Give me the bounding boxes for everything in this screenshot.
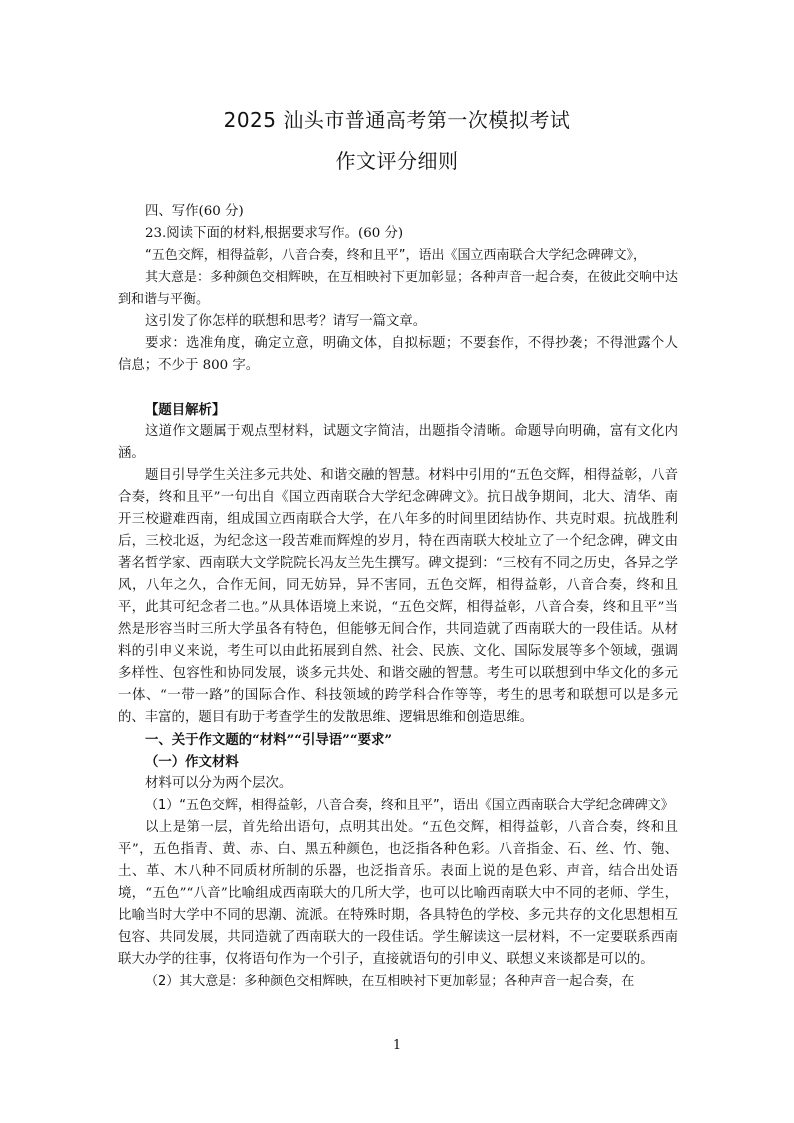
document-subtitle: 作文评分细则 <box>335 149 459 173</box>
page-number: 1 <box>392 1038 402 1053</box>
writing-prompt: 这引发了你怎样的联想和思考？请写一篇文章。 <box>145 314 427 329</box>
material-line-2: 其大意是：多种颜色交相辉映，在互相映衬下更加彰显；各种声音一起合奏，在彼此交响中达到和谐与平衡。 <box>118 270 679 307</box>
document-title: 2025 汕头市普通高考第一次模拟考试 <box>223 108 571 132</box>
analysis-paragraph-2: 题目引导学生关注多元共处、和谐交融的智慧。材料中引用的“五色交辉，相得益彰，八音合奏，终和且平”一句出自《国立西南联合大学纪念碑碑文》。抗日战争期间，北大、清华、南开三校避难西南，组成国立西南联合大学，在八年多的时间里团结协作、共克时艰。抗战胜利后，三校北返，为纪念这一段苦难而辉煌的岁月，特在西南联大校址立了一个纪念碑，碑文由著名哲学家、西南联大文学院院长冯友兰先生撰写。碑文提到：“三校有不同之历史，各异之学风，八年之久，合作无间，同无妨异，异不害同，五色交辉，相得益彰，八音合奏，终和且平，此其可纪念者二也。”从具体语境上来说，“五色交辉，相得益彰，八音合奏，终和且平”当然是形容当时三所大学虽各有特色，但能够无间合作，共同造就了西南联大的一段佳话。从材料的引申义来说，考生可以由此拓展到自然、社会、民族、文化、国际发展等多个领域，强调多样性、包容性和协同发展，谈多元共处、和谐交融的智慧。考生可以联想到中华文化的多元一体、“一带一路”的国际合作、科技领域的跨学科合作等等，考生的思考和联想可以是多元的、丰富的，题目有助于考查学生的发散思维、逻辑思维和创造思维。 <box>118 468 678 725</box>
layer-1-explanation: 以上是第一层，首先给出语句，点明其出处。“五色交辉，相得益彰，八音合奏，终和且平”，五色指青、黄、赤、白、黑五种颜色，也泛指各种色彩。八音指金、石、丝、竹、匏、土、革、木八种不同质材所制的乐器，也泛指音乐。表面上说的是色彩、声音，结合出处语境，“五色”“八音”比喻组成西南联大的几所大学，也可以比喻西南联大中不同的老师、学生，比喻当时大学中不同的思潮、流派。在特殊时期，各具特色的学校、多元共存的文化思想相互包容、共同发展，共同造就了西南联大的一段佳话。学生解读这一层材料，不一定要联系西南联大办学的往事，仅将语句作为一个引子，直接就语句的引申义、联想义来谈都是可以的。 <box>118 820 678 967</box>
layer-2-quote: （2）其大意是：多种颜色交相辉映，在互相映衬下更加彰显；各种声音一起合奏，在 <box>145 974 635 989</box>
layer-1-quote: （1）“五色交辉，相得益彰，八音合奏，终和且平”，语出《国立西南联合大学纪念碑碑文》 <box>145 798 674 813</box>
document-body <box>118 201 678 993</box>
analysis-heading: 【题目解析】 <box>145 402 226 418</box>
section-one-subheading: （一）作文材料 <box>145 754 239 770</box>
material-line-1: “五色交辉，相得益彰，八音合奏，终和且平”，语出《国立西南联合大学纪念碑碑文》， <box>145 248 646 263</box>
spacer <box>118 377 678 399</box>
question-section: 四、写作(60 分) <box>145 204 244 219</box>
section-one-heading: 一、关于作文题的“材料”“引导语”“要求” <box>145 732 393 748</box>
material-intro: 材料可以分为两个层次。 <box>145 776 293 791</box>
analysis-paragraph-1: 这道作文题属于观点型材料，试题文字简洁，出题指令清晰。命题导向明确，富有文化内涵。 <box>118 424 678 461</box>
writing-requirements: 要求：选准角度，确定立意，明确文体，自拟标题；不要套作，不得抄袭；不得泄露个人信息；不少于 800 字。 <box>118 336 678 373</box>
question-number-line: 23.阅读下面的材料,根据要求写作。(60 分) <box>145 226 404 241</box>
